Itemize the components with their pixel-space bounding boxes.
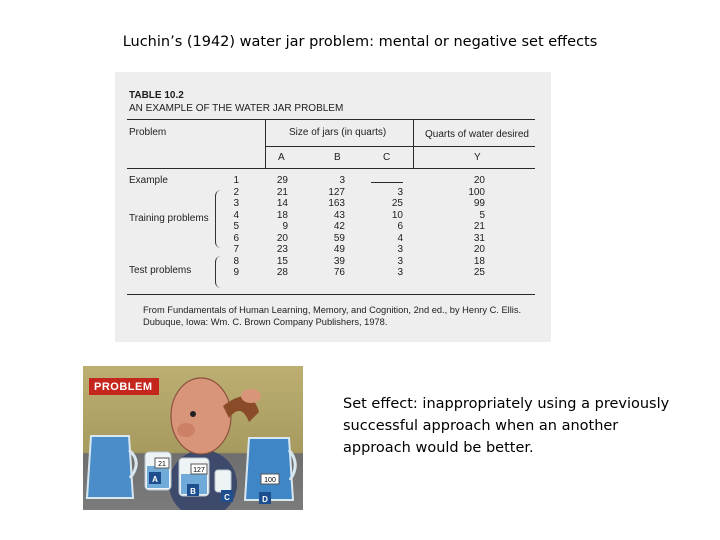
header-a: A: [278, 152, 285, 163]
man-hand: [241, 389, 261, 403]
man-head: [171, 378, 231, 454]
cartoon-drawing: [83, 366, 303, 510]
header-b: B: [334, 152, 341, 163]
cell-b: 49: [333, 244, 345, 255]
cell-b: 3: [339, 175, 345, 186]
cell-y: 99: [473, 198, 485, 209]
set-effect-definition: [343, 393, 683, 459]
cell-a: 14: [276, 198, 288, 209]
cell-c: 3: [397, 244, 403, 255]
cell-a: 18: [276, 209, 288, 221]
jar-d-label-text: D: [262, 495, 268, 504]
set-effect-term: Set effect: [343, 396, 413, 412]
jar-c: [215, 470, 231, 492]
test-brace: [215, 256, 221, 288]
cell-c: 10: [391, 209, 403, 221]
table-caption: AN EXAMPLE OF THE WATER JAR PROBLEM: [129, 103, 344, 114]
cell-a: 21: [276, 186, 288, 198]
cell-n: 3: [233, 198, 239, 209]
water-jar-table: [115, 72, 551, 342]
header-y: Y: [474, 152, 481, 163]
header-rule-bottom: [127, 168, 535, 169]
cell-a: 23: [276, 244, 288, 255]
cell-c: 3: [397, 267, 403, 278]
jar-c-label-text: C: [224, 493, 230, 502]
cell-y: 31: [473, 232, 485, 244]
cell-b: 43: [333, 209, 345, 221]
header-c: C: [383, 152, 391, 163]
cell-c: 6: [397, 221, 403, 232]
cell-b: 39: [333, 255, 345, 267]
cell-a: 9: [282, 221, 288, 232]
cell-n: 1: [233, 175, 239, 186]
training-brace: [215, 190, 221, 248]
group-test: Test problems: [129, 265, 192, 276]
cell-y: 18: [473, 255, 485, 267]
header-desired: Quarts of water desired: [425, 129, 529, 140]
cell-c: 25: [391, 198, 403, 209]
cell-n: 4: [233, 209, 239, 221]
table-col-divider-2: [413, 120, 414, 168]
man-eye: [190, 411, 196, 417]
cell-y: 20: [473, 175, 485, 186]
jar-b-tag-text: 127: [193, 467, 205, 474]
big-jar-right: [245, 438, 293, 500]
cell-a: 15: [276, 255, 288, 267]
cell-y: 21: [473, 221, 485, 232]
man-nose: [177, 423, 195, 437]
group-training: Training problems: [129, 213, 209, 224]
cell-n: 2: [233, 186, 239, 198]
cell-a: 28: [276, 267, 288, 278]
cell-n: 8: [233, 255, 239, 267]
cell-a: 29: [276, 175, 288, 186]
slide-title: Luchin’s (1942) water jar problem: mental or negative set effects: [122, 34, 598, 50]
cell-b: 163: [328, 198, 345, 209]
cell-c: 3: [397, 255, 403, 267]
cell-b: 127: [328, 186, 345, 198]
cell-n: 7: [233, 244, 239, 255]
cell-b: 42: [333, 221, 345, 232]
cell-n: 5: [233, 221, 239, 232]
source-line-1: From Fundamentals of Human Learning, Memory, and Cognition, 2nd ed., by Henry C. Ellis.: [143, 305, 522, 315]
cell-c: 3: [397, 186, 403, 198]
set-effect-text: : inappropriately using a previously successful approach when an another approach would be better.: [343, 396, 670, 456]
cell-c: 4: [397, 232, 403, 244]
cell-y: 100: [468, 186, 485, 198]
jar-b-label-text: B: [190, 487, 196, 496]
cell-n: 6: [233, 232, 239, 244]
cell-y: 20: [473, 244, 485, 255]
problem-badge: PROBLEM: [89, 378, 159, 395]
group-example: Example: [129, 175, 168, 186]
table-rule-top: [127, 119, 535, 120]
header-rule-span: [265, 146, 535, 147]
table-rule-end: [127, 294, 535, 295]
cell-a: 20: [276, 232, 288, 244]
jar-a-tag-text: 21: [158, 461, 166, 468]
big-jar-left: [87, 436, 133, 498]
table-number: TABLE 10.2: [129, 90, 184, 101]
jar-a-label-text: A: [152, 475, 158, 484]
cell-b: 76: [333, 267, 345, 278]
source-line-2: Dubuque, Iowa: Wm. C. Brown Company Publishers, 1978.: [143, 317, 388, 327]
header-size: Size of jars (in quarts): [289, 127, 387, 138]
cell-n: 9: [233, 267, 239, 278]
row1-c-dash: [371, 182, 403, 183]
cell-b: 59: [333, 232, 345, 244]
cell-y: 25: [473, 267, 485, 278]
cell-y: 5: [479, 209, 485, 221]
table-col-divider-1: [265, 120, 266, 168]
header-problem: Problem: [129, 127, 167, 138]
water-jar-cartoon: [83, 366, 303, 510]
jar-d-tag-text: 100: [264, 477, 276, 484]
